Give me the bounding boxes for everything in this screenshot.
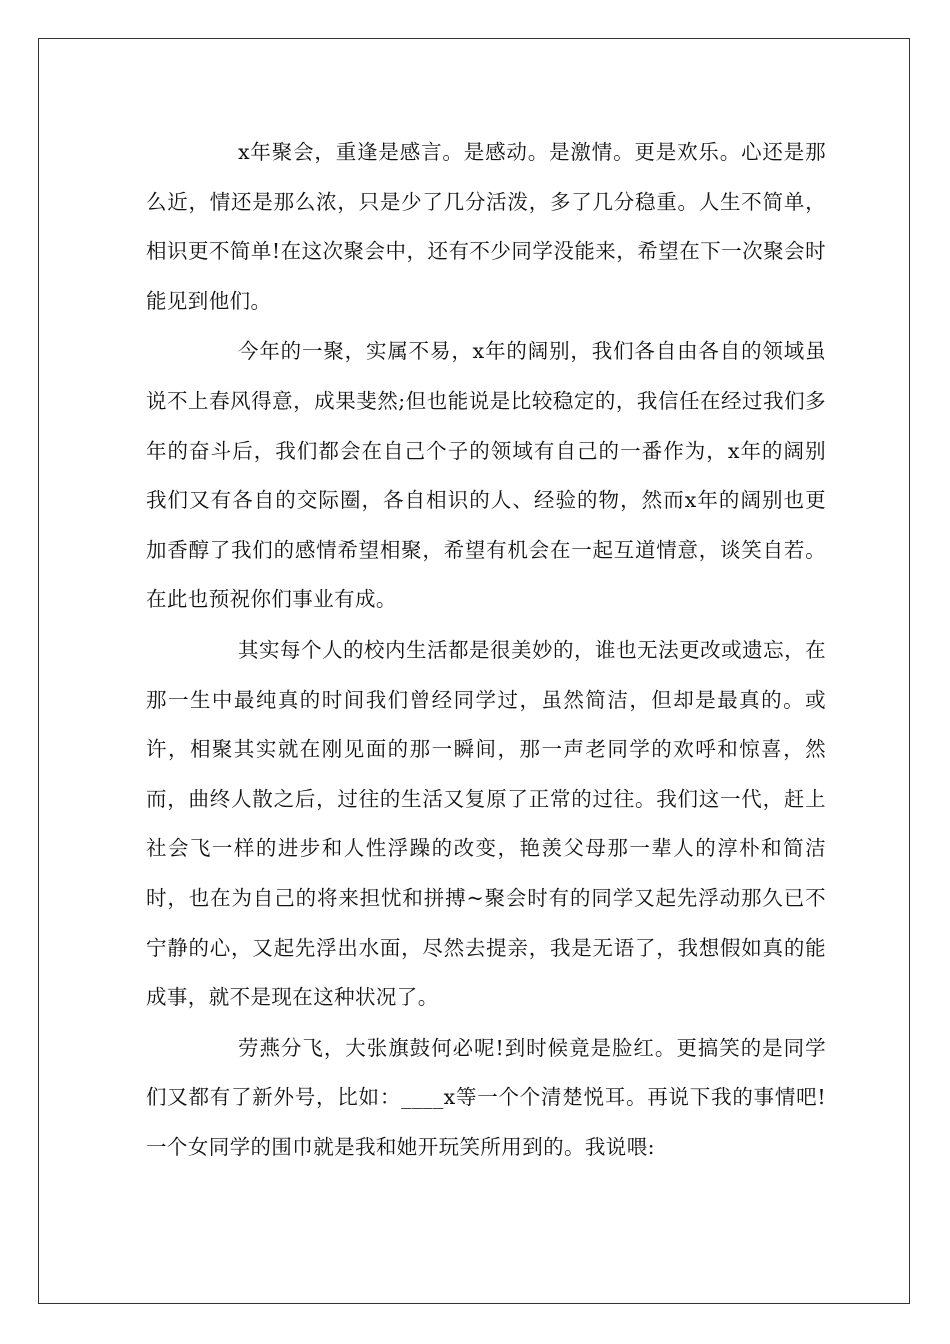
paragraph-2: 今年的一聚，实属不易，x年的阔别，我们各自由各自的领域虽说不上春风得意，成果斐然;但也能说是比较稳定的，我信任在经过我们多年的奋斗后，我们都会在自己个子的领域有自己的一番作为，x年的阔别我们又有各自的交际圈，各自相识的人、经验的物，然而x年的阔别也更加香醇了我们的感情希望相聚，希望有机会在一起互道情意，谈笑自若。在此也预祝你们事业有成。 xyxy=(146,339,826,612)
paragraph-3: 其实每个人的校内生活都是很美妙的，谁也无法更改或遗忘，在那一生中最纯真的时间我们曾经同学过，虽然简洁，但却是最真的。或许，相聚其实就在刚见面的那一瞬间，那一声老同学的欢呼和惊喜，然而，曲终人散之后，过往的生活又复原了正常的过往。我们这一代，赶上社会飞一样的进步和人性浮躁的改变，艳羡父母那一辈人的淳朴和简洁时，也在为自己的将来担忧和拼搏~聚会时有的同学又起先浮动那久已不宁静的心，又起先浮出水面，尽然去提亲，我是无语了，我想假如真的能成事，就不是现在这种状况了。 xyxy=(146,637,826,1010)
paragraph-1: x年聚会，重逢是感言。是感动。是激情。更是欢乐。心还是那么近，情还是那么浓，只是少了几分活泼，多了几分稳重。人生不简单，相识更不简单!在这次聚会中，还有不少同学没能来，希望在下一次聚会时能见到他们。 xyxy=(146,140,826,313)
document-body xyxy=(146,128,826,1173)
paragraph-4: 劳燕分飞，大张旗鼓何必呢!到时候竟是脸红。更搞笑的是同学们又都有了新外号，比如：____x等一个个清楚悦耳。再说下我的事情吧!一个女同学的围巾就是我和她开玩笑所用到的。我说喂: xyxy=(146,1035,826,1159)
